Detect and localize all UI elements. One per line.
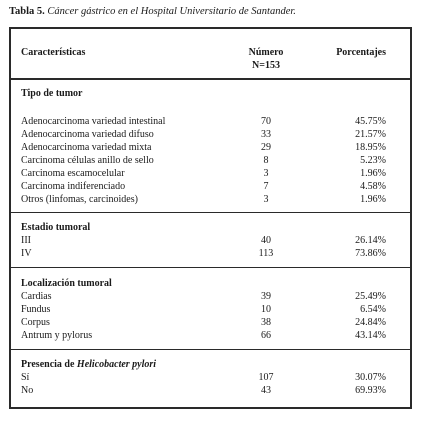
header-number: Número <box>248 47 284 58</box>
header-divider <box>11 78 410 80</box>
table-header-row-2 <box>11 59 410 72</box>
table-row: Adenocarcinoma variedad intestinal 70 45.75% <box>21 116 386 127</box>
section-divider <box>11 349 410 350</box>
section-title-tumor-location: Localización tumoral <box>21 278 112 289</box>
table-row: III 40 26.14% <box>21 235 386 246</box>
table-caption <box>9 6 296 17</box>
table-row: Sí 107 30.07% <box>21 372 386 383</box>
table-row: No 43 69.93% <box>21 385 386 396</box>
table-row: Carcinoma células anillo de sello 8 5.23% <box>21 155 386 166</box>
table-row: Antrum y pylorus 66 43.14% <box>21 330 386 341</box>
header-characteristics: Características <box>21 47 86 58</box>
table-row: Fundus 10 6.54% <box>21 304 386 315</box>
table-header-row <box>11 46 410 59</box>
header-n-total: N=153 <box>252 60 280 71</box>
table-row: Cardias 39 25.49% <box>21 291 386 302</box>
table-row: Adenocarcinoma variedad mixta 29 18.95% <box>21 142 386 153</box>
table-row: Corpus 38 24.84% <box>21 317 386 328</box>
section-divider <box>11 267 410 268</box>
table-row: Carcinoma indiferenciado 7 4.58% <box>21 181 386 192</box>
table-row: IV 113 73.86% <box>21 248 386 259</box>
header-percentages: Porcentajes <box>336 47 386 58</box>
section-title-h-pylori: Presencia de Helicobacter pylori <box>21 359 157 370</box>
section-divider <box>11 212 410 213</box>
table-row: Carcinoma escamocelular 3 1.96% <box>21 168 386 179</box>
section-title-tumor-stage: Estadio tumoral <box>21 222 91 233</box>
data-table <box>9 27 412 409</box>
caption-title: Cáncer gástrico en el Hospital Universitario de Santander. <box>47 6 296 17</box>
section-title-tumor-type: Tipo de tumor <box>21 88 83 99</box>
table-row: Otros (linfomas, carcinoides) 3 1.96% <box>21 194 386 205</box>
caption-label: Tabla 5. <box>9 6 45 17</box>
table-row: Adenocarcinoma variedad difuso 33 21.57% <box>21 129 386 140</box>
